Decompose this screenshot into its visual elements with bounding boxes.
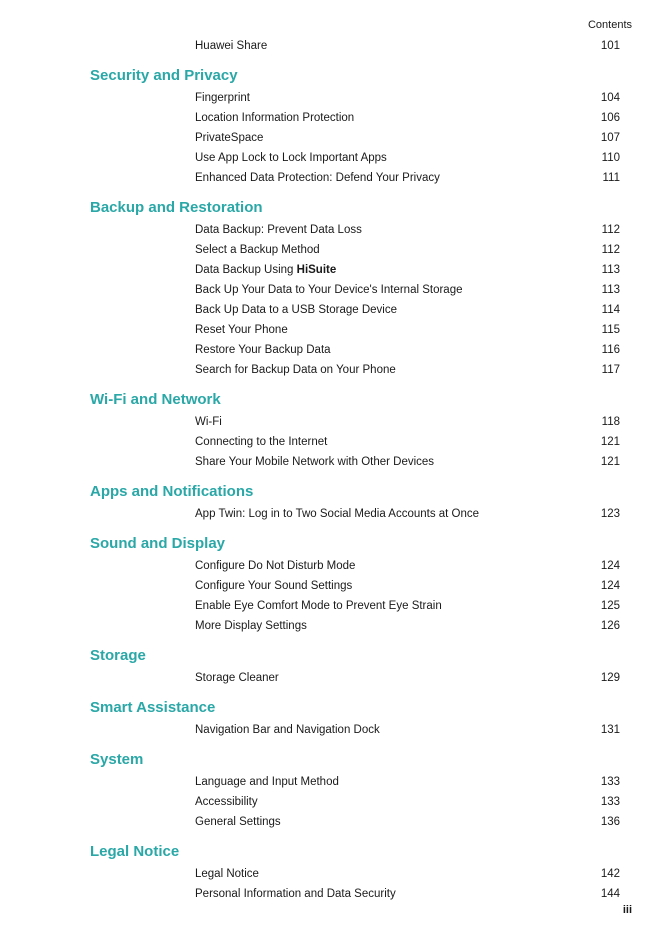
toc-entry-page: 144 <box>600 888 620 900</box>
toc-entry-title: Huawei Share <box>195 40 268 52</box>
toc-entry-page: 133 <box>600 776 620 788</box>
toc-entry-page: 133 <box>600 796 620 808</box>
toc-entry[interactable] <box>90 772 620 792</box>
toc-entry-page: 101 <box>600 40 620 52</box>
toc-entry-title: Select a Backup Method <box>195 244 320 256</box>
toc-entry[interactable] <box>90 792 620 812</box>
toc-entry-title: Enable Eye Comfort Mode to Prevent Eye Strain <box>195 600 442 612</box>
toc-entry-page: 129 <box>600 672 620 684</box>
toc-entry-page: 107 <box>600 132 620 144</box>
toc-entry-page: 118 <box>601 416 620 428</box>
toc-entry-title: Wi-Fi <box>195 416 222 428</box>
toc-entry-title: App Twin: Log in to Two Social Media Accounts at Once <box>195 508 480 520</box>
toc-entry[interactable] <box>90 168 620 188</box>
toc-entry[interactable] <box>90 412 620 432</box>
toc-entry-title: Enhanced Data Protection: Defend Your Privacy <box>195 172 440 184</box>
toc-entry-page: 126 <box>600 620 620 632</box>
toc-entry[interactable] <box>90 280 620 300</box>
toc-entry-title: Reset Your Phone <box>195 324 288 336</box>
toc-section <box>90 388 620 472</box>
toc-entry[interactable] <box>90 36 620 56</box>
toc-entry-title: Data Backup: Prevent Data Loss <box>195 224 362 236</box>
toc-entry[interactable] <box>90 108 620 128</box>
toc-entry[interactable] <box>90 360 620 380</box>
toc-entry-page: 131 <box>600 724 620 736</box>
toc-entry[interactable] <box>90 812 620 832</box>
toc-entry-page: 106 <box>600 112 620 124</box>
toc-entry-title: Navigation Bar and Navigation Dock <box>195 724 380 736</box>
toc-entry-title: Back Up Your Data to Your Device's Internal Storage <box>195 284 463 296</box>
toc-entry-page: 112 <box>601 224 620 236</box>
toc-entry-title: Configure Your Sound Settings <box>195 580 353 592</box>
toc-entry-page: 116 <box>601 344 620 356</box>
toc-entry-page: 111 <box>602 172 620 184</box>
toc-section <box>90 748 620 832</box>
toc-entry[interactable] <box>90 88 620 108</box>
toc-entry-title: Connecting to the Internet <box>195 436 328 448</box>
toc-section-title: Sound and Display <box>90 535 226 552</box>
page-number-footer: iii <box>622 904 632 916</box>
toc-entry-title: Language and Input Method <box>195 776 339 788</box>
toc-entry-title: Location Information Protection <box>195 112 355 124</box>
toc-entry[interactable] <box>90 576 620 596</box>
toc-entry-page: 142 <box>600 868 620 880</box>
toc-section-title: Wi-Fi and Network <box>90 391 221 408</box>
toc-section-title: Storage <box>90 647 146 664</box>
toc-entry[interactable] <box>90 596 620 616</box>
toc-entry-title: More Display Settings <box>195 620 307 632</box>
toc-entry-title: Configure Do Not Disturb Mode <box>195 560 356 572</box>
toc-entry-page: 104 <box>600 92 620 104</box>
toc-section-title: Security and Privacy <box>90 67 238 84</box>
toc-section-title: Legal Notice <box>90 843 180 860</box>
toc-entry[interactable] <box>90 220 620 240</box>
toc-entry-page: 125 <box>600 600 620 612</box>
toc-entry-title: Fingerprint <box>195 92 250 104</box>
toc-entry-title: Share Your Mobile Network with Other Devices <box>195 456 435 468</box>
toc-section <box>90 480 620 524</box>
toc-entry-page: 124 <box>600 580 620 592</box>
toc-entry-page: 123 <box>600 508 620 520</box>
toc-entry[interactable] <box>90 616 620 636</box>
toc-entry-page: 121 <box>600 456 620 468</box>
toc-entry-title: Personal Information and Data Security <box>195 888 396 900</box>
toc-entry[interactable] <box>90 668 620 688</box>
toc-entry-page: 113 <box>601 284 620 296</box>
toc-entry-title: Search for Backup Data on Your Phone <box>195 364 396 376</box>
toc-entry[interactable] <box>90 340 620 360</box>
toc-entry[interactable] <box>90 432 620 452</box>
toc-entry[interactable] <box>90 452 620 472</box>
toc-entry-title: Legal Notice <box>195 868 259 880</box>
toc-entry-page: 124 <box>600 560 620 572</box>
toc-section <box>90 696 620 740</box>
toc-entry[interactable] <box>90 320 620 340</box>
toc-entry-title: General Settings <box>195 816 281 828</box>
toc-entry[interactable] <box>90 240 620 260</box>
toc-entry[interactable] <box>90 504 620 524</box>
toc-section <box>90 840 620 904</box>
toc-entry-title: Accessibility <box>195 796 258 808</box>
toc-entry-page: 136 <box>600 816 620 828</box>
toc-entry-title: Use App Lock to Lock Important Apps <box>195 152 387 164</box>
toc-entry-page: 114 <box>601 304 620 316</box>
toc-section-title: System <box>90 751 144 768</box>
toc-entry-title: Data Backup Using HiSuite <box>195 264 337 276</box>
toc-section <box>90 644 620 688</box>
toc-section <box>90 196 620 380</box>
toc-entry-title: PrivateSpace <box>195 132 264 144</box>
toc-entry-title: Storage Cleaner <box>195 672 279 684</box>
toc-entry-page: 117 <box>601 364 620 376</box>
toc-section-title: Smart Assistance <box>90 699 216 716</box>
toc-entry-title: Back Up Data to a USB Storage Device <box>195 304 397 316</box>
toc-entry[interactable] <box>90 864 620 884</box>
toc-entry-title: Restore Your Backup Data <box>195 344 331 356</box>
toc-entry-page: 112 <box>601 244 620 256</box>
toc-list <box>90 36 620 904</box>
toc-section-title: Apps and Notifications <box>90 483 254 500</box>
toc-entry[interactable] <box>90 300 620 320</box>
toc-section <box>90 64 620 188</box>
contents-header: Contents <box>587 19 632 31</box>
toc-section-title: Backup and Restoration <box>90 199 263 216</box>
toc-entry[interactable] <box>90 128 620 148</box>
toc-entry[interactable] <box>90 148 620 168</box>
toc-entry[interactable] <box>90 260 620 280</box>
toc-entry-page: 113 <box>601 264 620 276</box>
toc-entry-page: 121 <box>600 436 620 448</box>
toc-entry[interactable] <box>90 556 620 576</box>
toc-entry[interactable] <box>90 884 620 904</box>
toc-entry-page: 115 <box>601 324 620 336</box>
toc-entry-page: 110 <box>601 152 620 164</box>
toc-entry[interactable] <box>90 720 620 740</box>
toc-section <box>90 532 620 636</box>
